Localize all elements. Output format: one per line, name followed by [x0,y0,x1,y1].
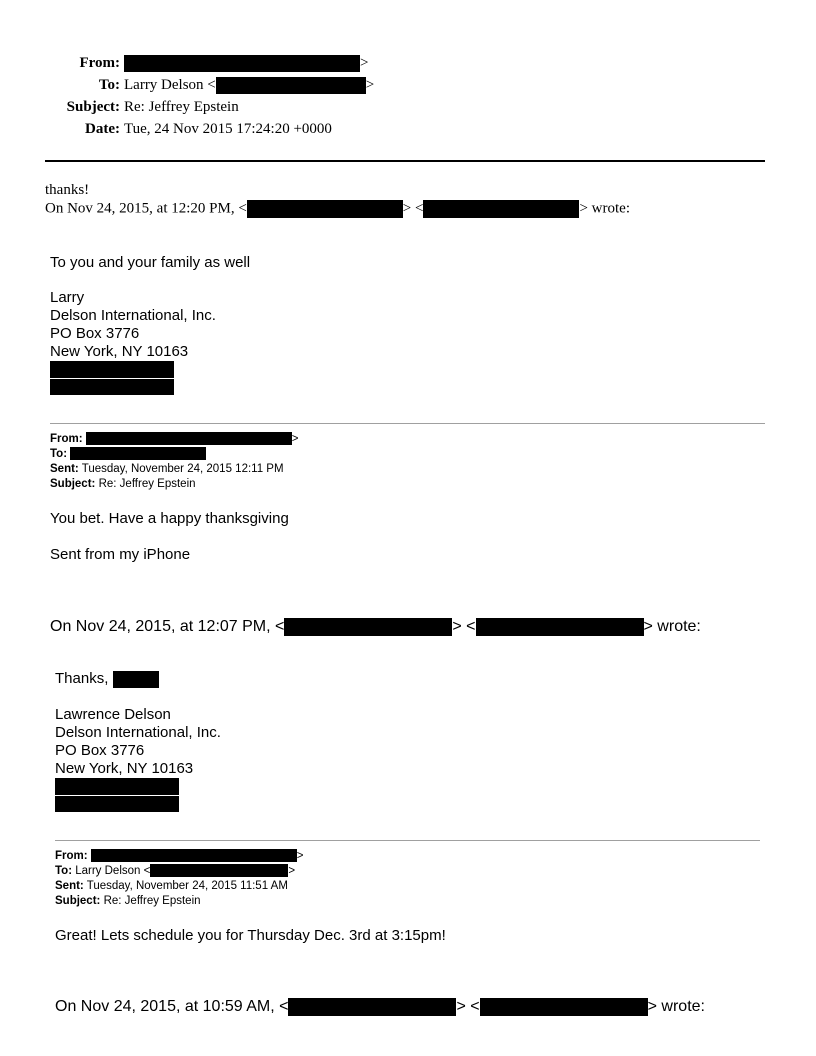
redaction-block [50,379,174,395]
header-to-close: > [365,77,375,93]
quote-mid: > < [456,998,480,1016]
forward-sent-label: Sent: [55,880,84,892]
redaction-block [86,432,292,445]
redaction-block [476,618,644,636]
header-from-row [0,52,400,74]
forward-subject-label: Subject: [50,478,96,490]
redaction-block [150,864,288,877]
quote-mid: > < [452,618,476,636]
message-signoff: Sent from my iPhone [50,546,191,563]
redaction-block [70,447,206,460]
forward-sent-row [50,462,299,477]
quote-end: > wrote: [647,998,705,1016]
forward-from-label: From: [50,433,83,445]
forward-subject-value: Re: Jeffrey Epstein [103,895,201,907]
redaction-block [288,998,456,1016]
redaction-block [55,778,179,795]
forward-to-value: Larry Delson < [75,865,151,877]
quote-end: > wrote: [643,618,701,636]
reply-quote-line [45,200,630,218]
signature-line: New York, NY 10163 [50,343,189,360]
redaction-block [216,77,366,94]
signature-line: Delson International, Inc. [50,307,216,324]
quote-intro: On Nov 24, 2015, at 12:07 PM, < [50,618,285,636]
forward-from-close: > [291,433,299,445]
header-to-row [0,74,400,96]
signature-line: PO Box 3776 [50,325,140,342]
forward-from-row [50,432,299,447]
redaction-block [50,361,174,378]
forward-header [55,849,304,909]
quote-mid: > < [402,200,424,217]
forward-sent-label: Sent: [50,463,79,475]
signature-line: Lawrence Delson [55,706,171,723]
quote-end: > wrote: [579,200,630,217]
message-body: You bet. Have a happy thanksgiving [50,510,289,527]
message-greeting [55,670,159,688]
forward-sent-row [55,879,304,894]
forward-to-close: > [288,865,296,877]
header-subject-label: Subject: [66,99,120,115]
forward-from-label: From: [55,850,88,862]
header-date-row [0,118,400,140]
forward-sent-value: Tuesday, November 24, 2015 12:11 PM [81,463,284,475]
forward-to-label: To: [50,448,68,460]
header-subject-row [0,96,400,118]
signature-block [50,289,216,395]
forward-subject-row [55,894,304,909]
signature-block [55,706,221,812]
redaction-block [91,849,297,862]
forward-header [50,432,299,492]
message-divider [50,423,765,424]
redaction-block [247,200,403,218]
redaction-block [124,55,360,72]
redaction-block [423,200,579,218]
header-date-value: Tue, 24 Nov 2015 17:24:20 +0000 [124,121,332,137]
header-to-label: To: [98,77,120,93]
header-subject-value: Re: Jeffrey Epstein [124,99,239,115]
forward-to-row [50,447,299,462]
reply-text: thanks! [45,182,90,198]
greeting-text: Thanks, [55,670,109,687]
forward-to-label: To: [55,865,73,877]
header-from-label: From: [79,55,120,71]
redaction-block [480,998,648,1016]
header-from-close: > [360,55,369,71]
quote-intro: On Nov 24, 2015, at 12:20 PM, < [45,200,247,217]
header-date-label: Date: [85,121,120,137]
quote-line [55,998,705,1016]
forward-subject-row [50,477,299,492]
signature-line: PO Box 3776 [55,742,145,759]
redaction-block [284,618,452,636]
forward-sent-value: Tuesday, November 24, 2015 11:51 AM [86,880,288,892]
message-divider [55,840,760,841]
forward-from-close: > [296,850,304,862]
header-from-value [124,52,368,74]
forward-to-row [55,864,304,879]
email-header [0,52,400,140]
quote-intro: On Nov 24, 2015, at 10:59 AM, < [55,998,289,1016]
forward-from-row [55,849,304,864]
message-body: To you and your family as well [50,254,251,271]
signature-line: Delson International, Inc. [55,724,221,741]
redaction-block [113,671,159,688]
header-to-value [124,74,374,96]
redaction-block [55,796,179,812]
forward-subject-label: Subject: [55,895,101,907]
forward-subject-value: Re: Jeffrey Epstein [98,478,196,490]
header-to-text: Larry Delson < [124,77,216,93]
quote-line [50,618,701,636]
header-divider [45,160,765,162]
signature-line: Larry [50,289,85,306]
message-body: Great! Lets schedule you for Thursday Dec. 3rd at 3:15pm! [55,927,446,944]
signature-line: New York, NY 10163 [55,760,194,777]
